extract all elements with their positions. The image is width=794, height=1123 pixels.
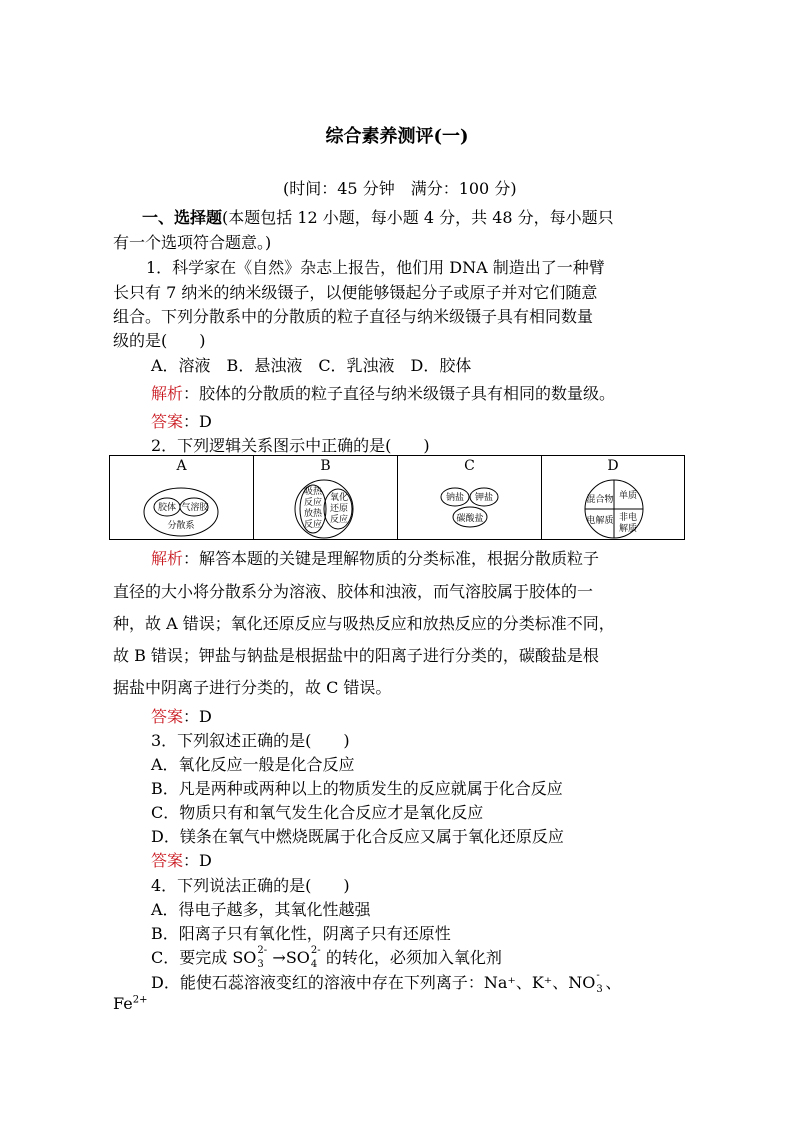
diagram-a: [110, 478, 253, 540]
q3-option: D．镁条在氧气中燃烧既属于化合反应又属于氧化还原反应: [151, 827, 564, 846]
q1-analysis: 解析：胶体的分散质的粒子直径与纳米级镊子具有相同的数量级。: [151, 384, 616, 403]
table-cell-d: [542, 456, 684, 539]
diagram-label: 钾盐: [474, 493, 494, 503]
q2-analysis-line: 故 B 错误；钾盐与钠盐是根据盐中的阳离子进行分类的，碳酸盐是根: [113, 646, 599, 665]
q2-analysis-line: 解析：解答本题的关键是理解物质的分类标准，根据分散质粒子: [151, 549, 600, 568]
q1-answer: 答案：D: [151, 412, 212, 431]
answer-label: 答案: [151, 412, 184, 431]
diagram-label: 解质: [618, 524, 638, 534]
diagram-label: 反应: [329, 515, 349, 525]
q3-answer: 答案：D: [151, 851, 212, 870]
q4-option-d-cont: $Fe^{2+}$: [113, 994, 148, 1013]
q2-options-table: [109, 455, 685, 540]
section-heading: 一、选择题: [142, 208, 223, 227]
q2-analysis-line: 种，故 A 错误；氧化还原反应与吸热反应和放热反应的分类标准不同，: [113, 614, 615, 633]
diagram-label: 还原: [329, 504, 349, 514]
diagram-label: 电解质: [586, 516, 614, 526]
diagram-label: 反应: [303, 520, 323, 530]
section-instructions-line2: 有一个选项符合题意。): [113, 233, 272, 252]
diagram-label: 氧化: [329, 493, 349, 503]
q3-option: A．氧化反应一般是化合反应: [151, 755, 355, 774]
time-info: (时间：45 分钟 满分：100 分): [283, 179, 517, 198]
table-header-b: B: [320, 458, 331, 474]
q3-option: B．凡是两种或两种以上的物质发生的反应就属于化合反应: [151, 779, 563, 798]
table-header-a: A: [176, 458, 187, 474]
q4-option-c: C．要完成 SO 2- 3 →SO 2- 4 的转化，必须加入氧化剂: [151, 945, 502, 970]
table-header-d: D: [607, 458, 619, 474]
q1-options: A．溶液 B．悬浊液 C．乳浊液 D．胶体: [151, 356, 472, 375]
q3-stem: 3．下列叙述正确的是( ): [151, 731, 350, 750]
diagram-c: [398, 478, 541, 540]
q1-stem-line: 长只有 7 纳米的纳米级镊子，以便能够镊起分子或原子并对它们随意: [113, 283, 598, 302]
diagram-label: 单质: [618, 491, 638, 501]
diagram-label: 放热: [303, 509, 323, 519]
table-header-c: C: [464, 458, 475, 474]
q1-stem-line: 1．科学家在《自然》杂志上报告，他们用 DNA 制造出了一种臂: [146, 258, 605, 277]
section-instructions-line1: 一、选择题(本题包括 12 小题，每小题 4 分，共 48 分，每小题只: [142, 208, 614, 227]
q2-analysis-line: 据盐中阴离子进行分类的，故 C 错误。: [113, 678, 392, 697]
q2-stem: 2．下列逻辑关系图示中正确的是( ): [151, 436, 430, 455]
diagram-label: 吸热: [303, 487, 323, 497]
q2-analysis-line: 直径的大小将分散系分为溶液、胶体和浊液，而气溶胶属于胶体的一: [113, 582, 594, 601]
page-title: 综合素养测评(一): [325, 126, 469, 147]
q3-option: C．物质只有和氧气发生化合反应才是氧化反应: [151, 803, 484, 822]
diagram-d: [542, 478, 684, 540]
q4-option: B．阳离子只有氧化性，阴离子只有还原性: [151, 924, 451, 943]
answer-label: 答案: [151, 851, 184, 870]
diagram-label: 气溶胶: [181, 503, 209, 513]
diagram-label: 钠盐: [445, 493, 465, 503]
diagram-label: 碳酸盐: [456, 514, 484, 524]
q1-stem-line: 组合。下列分散系中的分散质的粒子直径与纳米级镊子具有相同数量: [113, 307, 594, 326]
diagram-label: 胶体: [157, 503, 177, 513]
diagram-label: 反应: [303, 498, 323, 508]
q4-stem: 4．下列说法正确的是( ): [151, 876, 350, 895]
q4-option-d: D．能使石蕊溶液变红的溶液中存在下列离子：Na⁺、K⁺、NO - 3 、: [151, 970, 622, 995]
diagram-label: 非电: [618, 513, 638, 523]
diagram-label: 分散系: [167, 521, 195, 531]
q2-answer: 答案：D: [151, 707, 212, 726]
diagram-b: [254, 478, 397, 540]
table-cell-c: [398, 456, 542, 539]
q4-option: A．得电子越多，其氧化性越强: [151, 900, 371, 919]
q1-stem-line: 级的是( ): [113, 331, 206, 350]
table-cell-b: [254, 456, 398, 539]
answer-label: 答案: [151, 707, 184, 726]
analysis-label: 解析: [151, 384, 184, 403]
table-cell-a: [110, 456, 254, 539]
analysis-label: 解析: [151, 549, 184, 568]
diagram-label: 混合物: [586, 495, 614, 505]
